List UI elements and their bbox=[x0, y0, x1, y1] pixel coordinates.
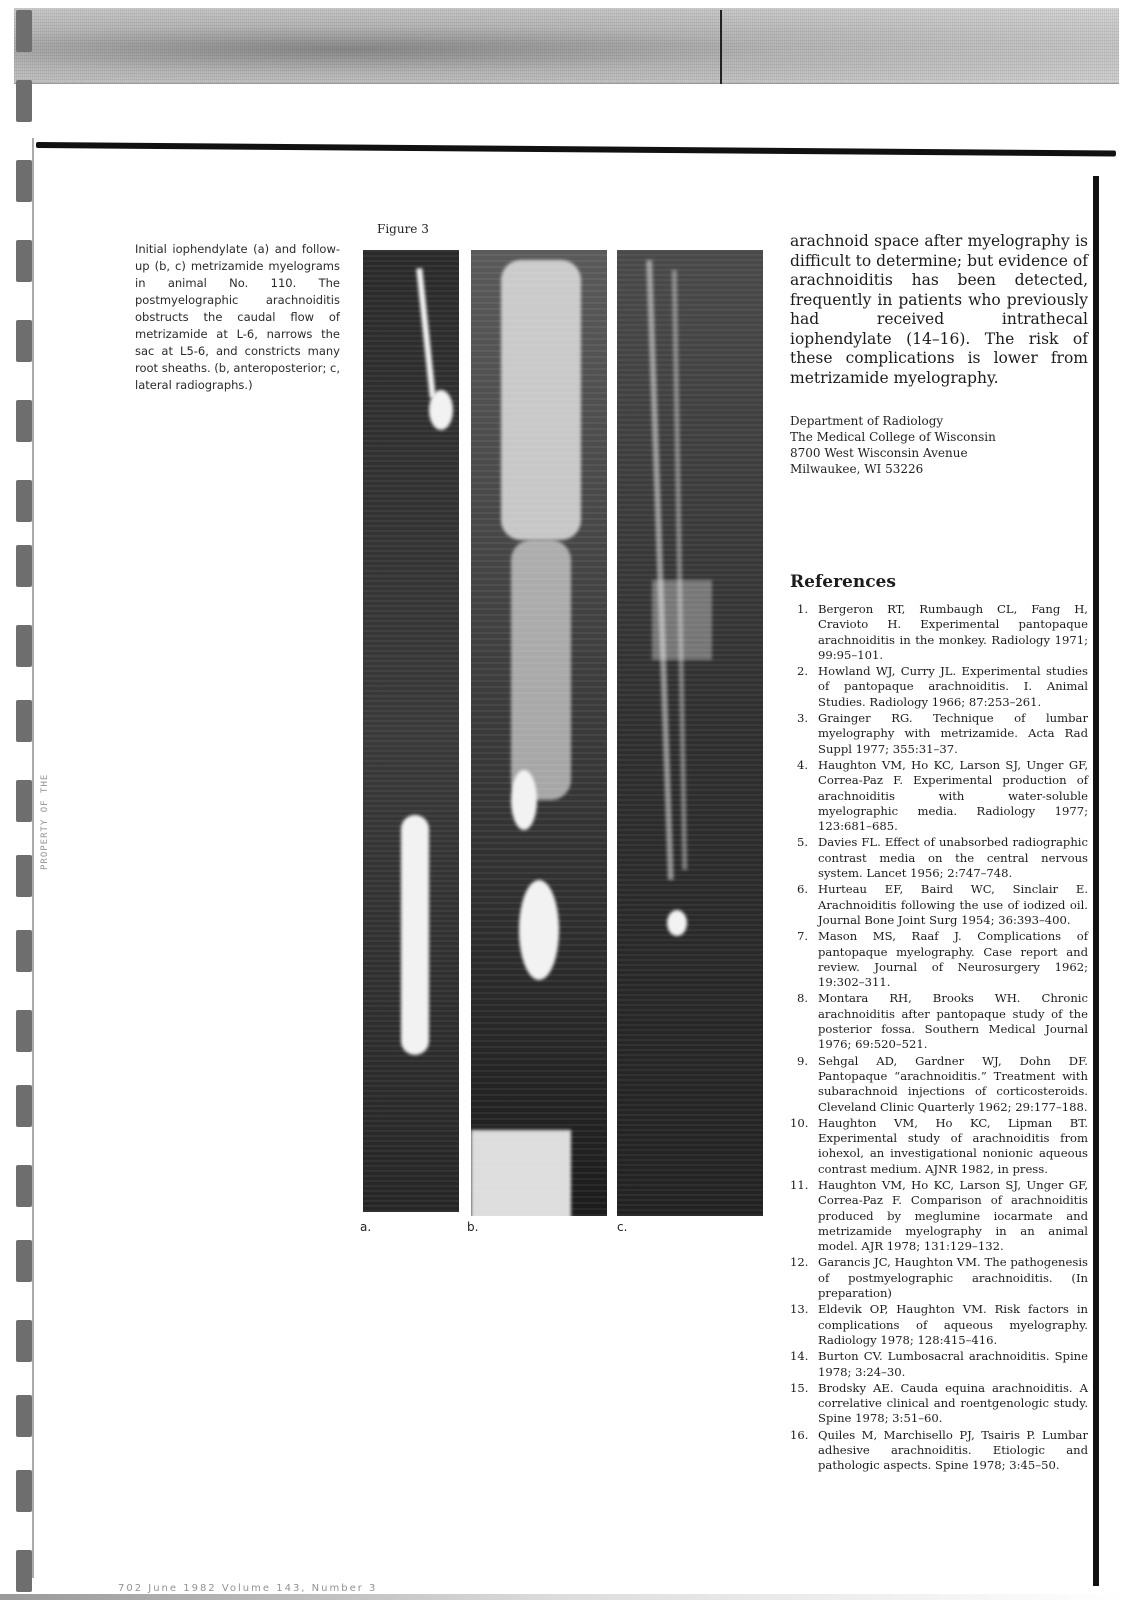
reference-number: 8. bbox=[796, 991, 808, 1006]
contrast-column bbox=[501, 260, 581, 540]
binder-mark bbox=[16, 160, 32, 202]
reference-item bbox=[790, 929, 1088, 990]
binder-mark bbox=[16, 1550, 32, 1592]
radiograph-panel-b bbox=[471, 250, 607, 1216]
reference-item bbox=[790, 711, 1088, 757]
contrast-droplet bbox=[429, 390, 453, 430]
reference-text: Haughton VM, Ho KC, Larson SJ, Unger GF, Correa-Paz F. Experimental production of arachnoiditis with water-soluble myelographic media. Radiology 1977; 123:681–685. bbox=[818, 757, 1088, 834]
reference-item bbox=[790, 991, 1088, 1052]
contrast-droplet bbox=[667, 910, 687, 936]
scan-divider bbox=[720, 10, 722, 84]
binder-mark bbox=[16, 80, 32, 122]
reference-item bbox=[790, 664, 1088, 710]
binder-mark bbox=[16, 625, 32, 667]
reference-item bbox=[790, 758, 1088, 834]
reference-item bbox=[790, 602, 1088, 663]
reference-number: 7. bbox=[796, 929, 808, 944]
radiograph-panel-a bbox=[363, 250, 459, 1212]
reference-number: 16. bbox=[790, 1427, 809, 1442]
reference-number: 13. bbox=[790, 1302, 809, 1317]
binder-mark bbox=[16, 320, 32, 362]
binder-mark bbox=[16, 930, 32, 972]
figure-caption: Initial iophendylate (a) and follow-up (b, c) metrizamide myelograms in animal No. 110. The postmyelographic arachnoiditis obstructs the caudal flow of metrizamide at L-6, narrows the sac at L5-6, and constricts many root sheaths. (b, anteroposterior; c, lateral radiographs.) bbox=[135, 242, 340, 392]
reference-item bbox=[790, 882, 1088, 928]
reference-item bbox=[790, 1349, 1088, 1380]
contrast-column bbox=[511, 540, 571, 800]
contrast-droplet bbox=[511, 770, 537, 830]
scanned-header-strip bbox=[14, 8, 1119, 84]
reference-number: 1. bbox=[796, 602, 808, 616]
page-frame-top bbox=[36, 142, 1116, 156]
reference-text: Hurteau EF, Baird WC, Sinclair E. Arachnoiditis following the use of iodized oil. Journal Bone Joint Surg 1954; 36:393–400. bbox=[818, 882, 1088, 927]
reference-text: Quiles M, Marchisello PJ, Tsairis P. Lumbar adhesive arachnoiditis. Etiologic and pathologic aspects. Spine 1978; 3:45–50. bbox=[818, 1427, 1088, 1473]
reference-text: Haughton VM, Ho KC, Lipman BT. Experimental study of arachnoiditis from iohexol, an investigational nonionic aqueous contrast medium. AJNR 1982, in press. bbox=[818, 1115, 1088, 1176]
contrast-pool bbox=[471, 1130, 571, 1216]
reference-number: 3. bbox=[796, 711, 808, 726]
reference-text: Grainger RG. Technique of lumbar myelography with metrizamide. Acta Rad Suppl 1977; 355:31–37. bbox=[818, 711, 1088, 756]
reference-text: Montara RH, Brooks WH. Chronic arachnoiditis after pantopaque study of the posterior fossa. Southern Medical Journal 1976; 69:520–521. bbox=[818, 991, 1088, 1052]
reference-item bbox=[790, 1116, 1088, 1177]
panel-label-b: b. bbox=[467, 1220, 479, 1234]
binder-mark bbox=[16, 1320, 32, 1362]
binder-mark bbox=[16, 400, 32, 442]
reference-number: 11. bbox=[790, 1177, 809, 1192]
reference-text: Garancis JC, Haughton VM. The pathogenesis of postmyelographic arachnoiditis. (In preparation) bbox=[818, 1255, 1088, 1301]
reference-number: 4. bbox=[796, 757, 808, 772]
root-sheath-line bbox=[672, 270, 687, 870]
address-line: The Medical College of Wisconsin bbox=[790, 430, 996, 444]
binder-mark bbox=[16, 855, 32, 897]
address-line: Department of Radiology bbox=[790, 414, 944, 428]
references-heading: References bbox=[790, 572, 896, 592]
binder-mark bbox=[16, 1395, 32, 1437]
binder-mark bbox=[16, 10, 32, 52]
contrast-column bbox=[416, 268, 436, 398]
binder-edge bbox=[8, 0, 28, 1600]
page-frame-right bbox=[1093, 176, 1099, 1586]
binder-line bbox=[32, 138, 34, 1578]
reference-item bbox=[790, 1178, 1088, 1254]
reference-item bbox=[790, 1381, 1088, 1427]
reference-number: 10. bbox=[790, 1115, 809, 1130]
reference-text: Eldevik OP, Haughton VM. Risk factors in complications of aqueous myelography. Radiology 1978; 128:415–416. bbox=[818, 1302, 1088, 1347]
author-address bbox=[790, 413, 996, 477]
reference-text: Brodsky AE. Cauda equina arachnoiditis. A correlative clinical and roentgenologic study. Spine 1978; 3:51–60. bbox=[818, 1380, 1088, 1426]
reference-text: Mason MS, Raaf J. Complications of pantopaque myelography. Case report and review. Journal of Neurosurgery 1962; 19:302–311. bbox=[818, 929, 1088, 990]
reference-item bbox=[790, 1054, 1088, 1115]
address-line: Milwaukee, WI 53226 bbox=[790, 462, 924, 476]
reference-number: 14. bbox=[790, 1349, 809, 1364]
address-line: 8700 West Wisconsin Avenue bbox=[790, 446, 968, 460]
reference-text: Haughton VM, Ho KC, Larson SJ, Unger GF, Correa-Paz F. Comparison of arachnoiditis produced by meglumine iocarmate and metrizamide myelography in an animal model. AJR 1978; 131:129–132. bbox=[818, 1177, 1088, 1254]
panel-label-a: a. bbox=[360, 1220, 372, 1234]
references-list bbox=[790, 602, 1088, 1475]
binder-mark bbox=[16, 780, 32, 822]
scan-bottom-edge bbox=[0, 1594, 1131, 1600]
reference-item bbox=[790, 1302, 1088, 1348]
contrast-band bbox=[652, 580, 712, 660]
panel-label-c: c. bbox=[617, 1220, 628, 1234]
reference-number: 2. bbox=[796, 664, 808, 679]
reference-item bbox=[790, 1255, 1088, 1301]
contrast-droplet bbox=[519, 880, 559, 980]
reference-text: Burton CV. Lumbosacral arachnoiditis. Spine 1978; 3:24–30. bbox=[818, 1349, 1088, 1379]
reference-text: Howland WJ, Curry JL. Experimental studies of pantopaque arachnoiditis. I. Animal Studies. Radiology 1966; 87:253–261. bbox=[818, 664, 1088, 709]
reference-text: Sehgal AD, Gardner WJ, Dohn DF. Pantopaque “arachnoiditis.” Treatment with subarachnoid injections of corticosteroids. Cleveland Clinic Quarterly 1962; 29:177–188. bbox=[818, 1053, 1088, 1114]
binder-mark bbox=[16, 545, 32, 587]
binder-mark bbox=[16, 1470, 32, 1512]
reference-number: 5. bbox=[796, 835, 808, 850]
page-footer: 702 June 1982 Volume 143, Number 3 bbox=[118, 1583, 378, 1594]
binder-mark bbox=[16, 1010, 32, 1052]
radiograph-panel-c bbox=[617, 250, 763, 1216]
reference-text: Bergeron RT, Rumbaugh CL, Fang H, Cravioto H. Experimental pantopaque arachnoiditis in the monkey. Radiology 1971; 99:95–101. bbox=[818, 602, 1088, 662]
binder-mark bbox=[16, 1240, 32, 1282]
binder-mark bbox=[16, 1165, 32, 1207]
root-sheath-line bbox=[646, 260, 674, 880]
library-stamp: PROPERTY OF THE bbox=[40, 773, 50, 870]
binder-mark bbox=[16, 1085, 32, 1127]
binder-mark bbox=[16, 700, 32, 742]
reference-text: Davies FL. Effect of unabsorbed radiographic contrast media on the central nervous system. Lancet 1956; 2:747–748. bbox=[818, 835, 1088, 881]
contrast-column bbox=[401, 815, 429, 1055]
reference-number: 15. bbox=[790, 1380, 809, 1395]
reference-number: 12. bbox=[790, 1255, 809, 1270]
body-paragraph: arachnoid space after myelography is difficult to determine; but evidence of arachnoiditis has been detected, frequently in patients who previously had received intrathecal iophendylate (14–16). The risk of these complications is lower from metrizamide myelography. bbox=[790, 232, 1088, 387]
reference-number: 6. bbox=[796, 882, 808, 897]
figure-title: Figure 3 bbox=[377, 222, 429, 236]
reference-item bbox=[790, 835, 1088, 881]
reference-item bbox=[790, 1428, 1088, 1474]
binder-mark bbox=[16, 480, 32, 522]
binder-mark bbox=[16, 240, 32, 282]
reference-number: 9. bbox=[796, 1053, 808, 1068]
